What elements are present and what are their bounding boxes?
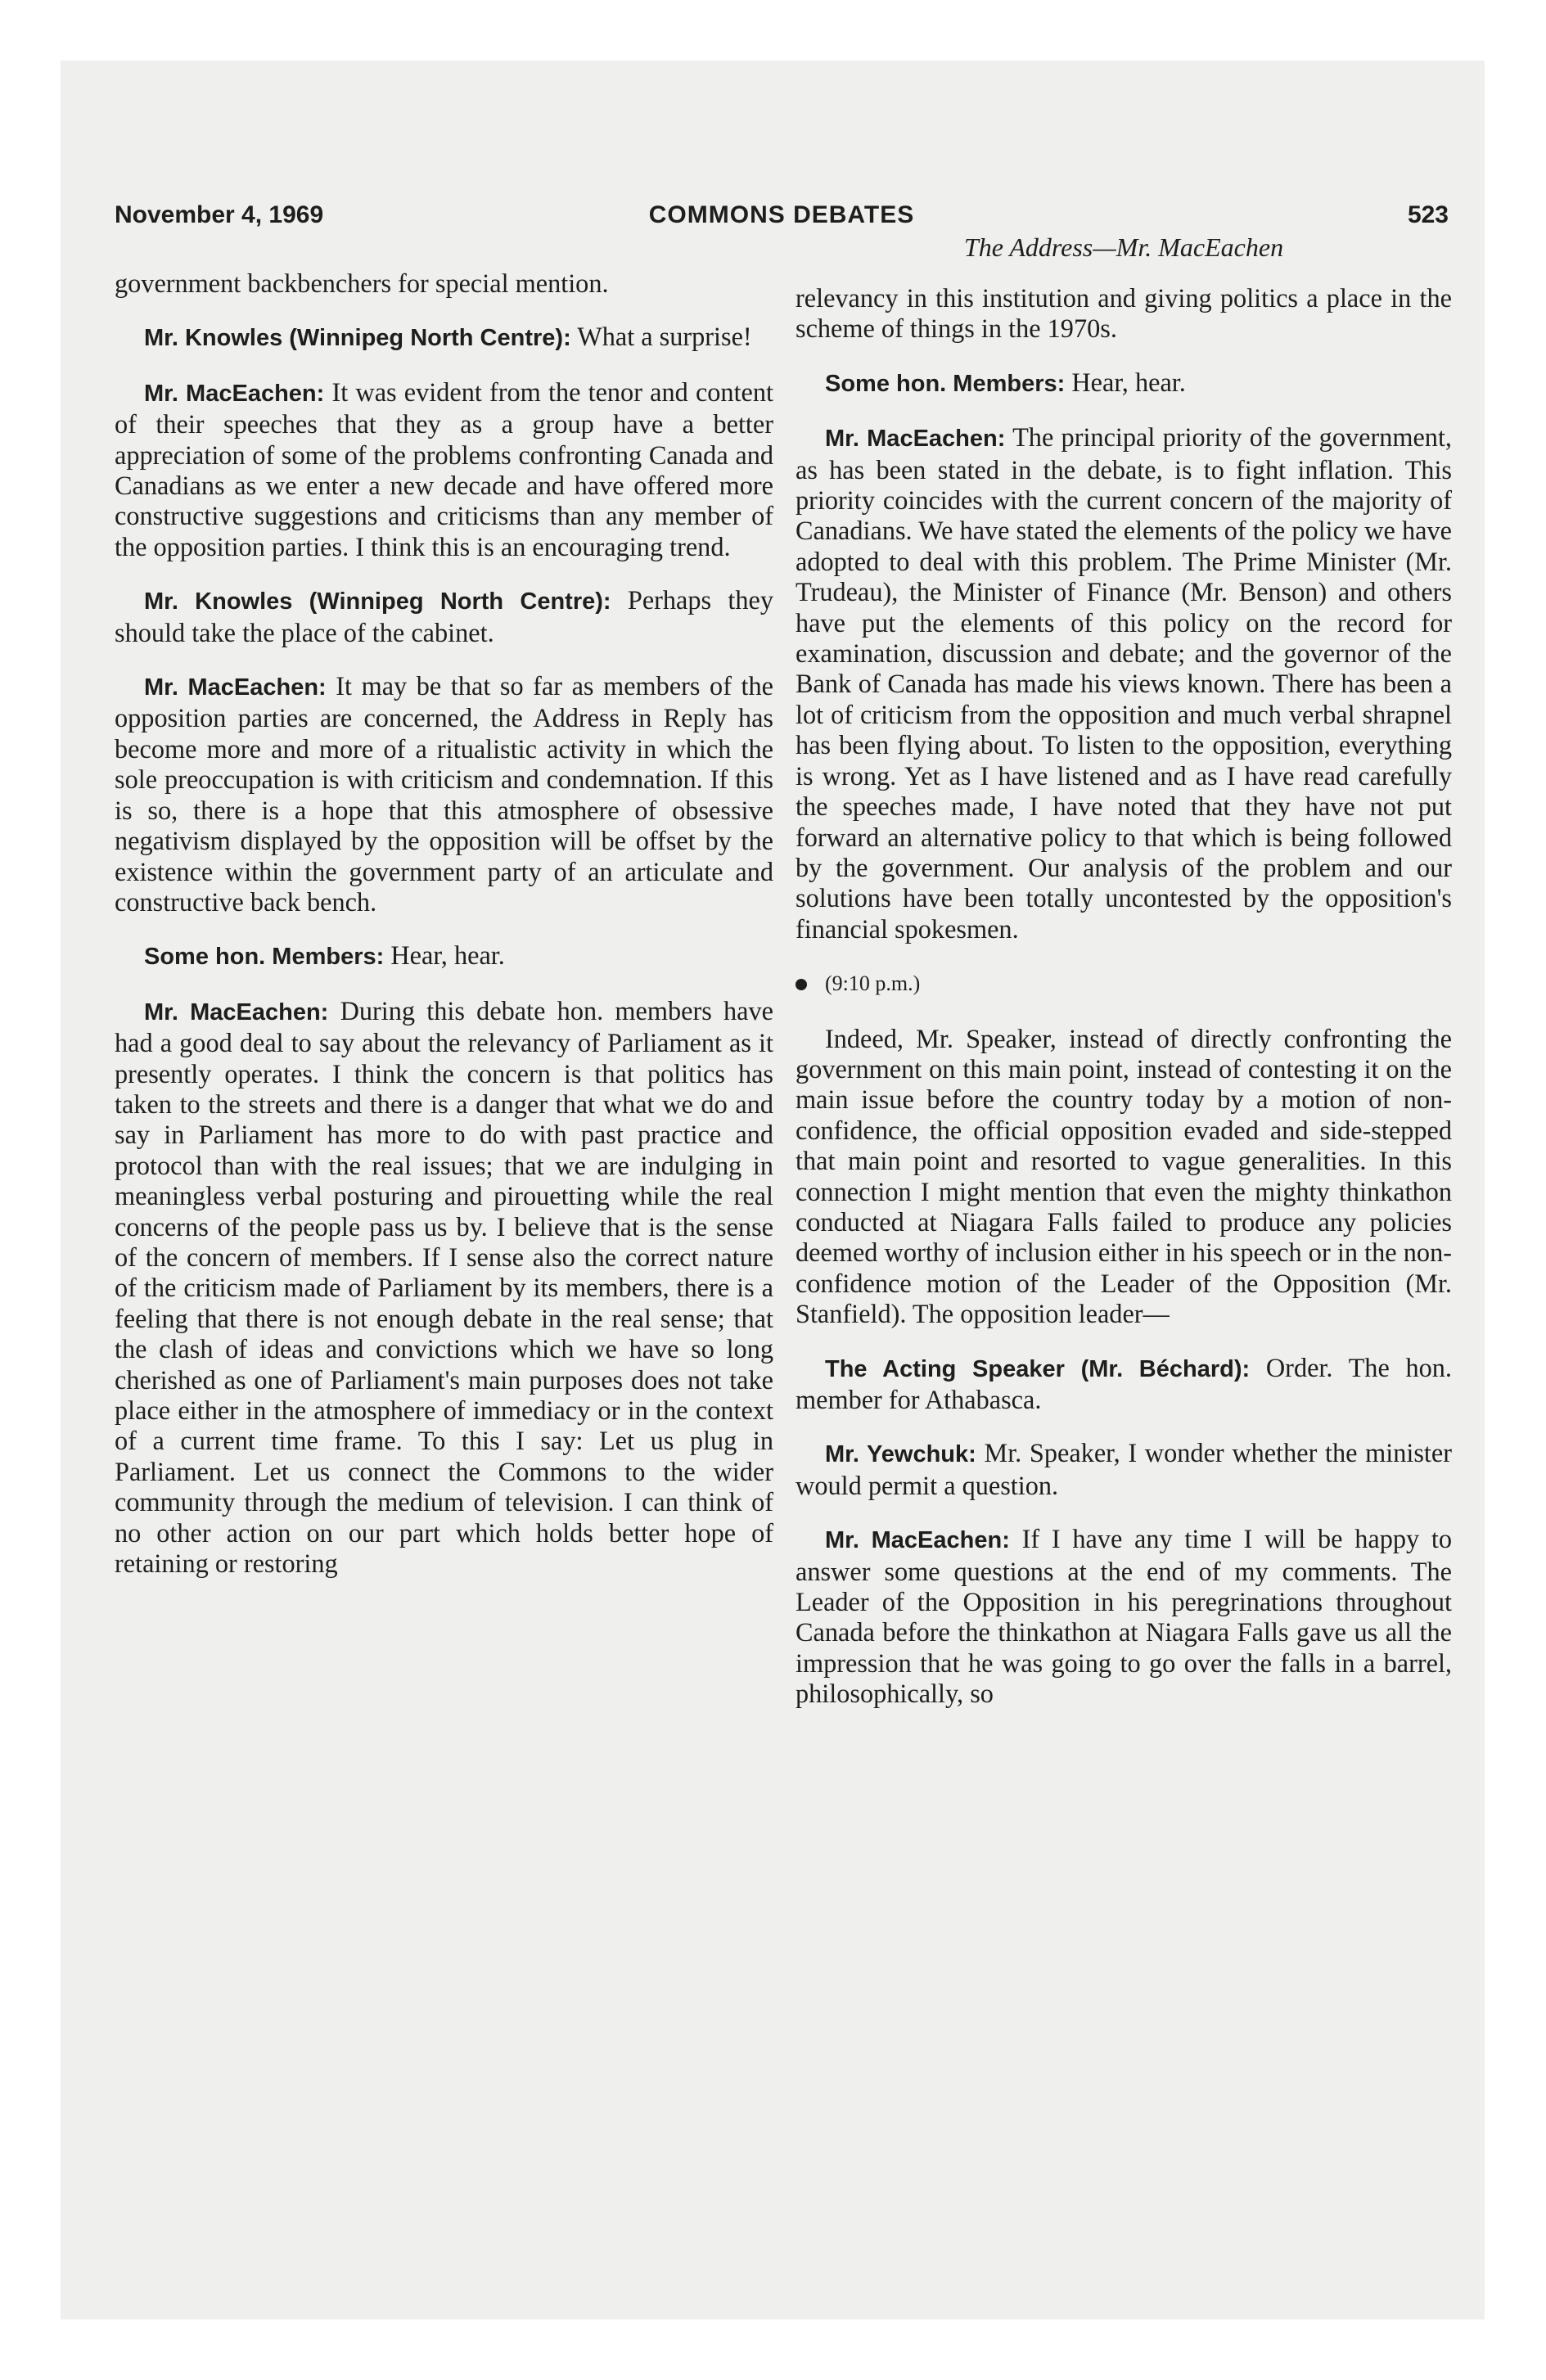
page-header: [115, 201, 1449, 234]
paragraph: Mr. MacEachen: If I have any time I will be happy to answer some questions at the end of my comments. The Leader of the Opposition in his peregrinations throughout Canada before the thinkathon at Niagara Falls gave us all the impression that he was going to go over the falls in a barrel, philosophically, so: [796, 1524, 1453, 1709]
speaker-name: Mr. MacEachen:: [825, 1527, 1010, 1554]
speaker-name: Mr. MacEachen:: [825, 426, 1006, 453]
paragraph: relevancy in this institution and giving politics a place in the scheme of things in the 1970s.: [796, 283, 1452, 344]
speaker-name: The Acting Speaker (Mr. Béchard):: [825, 1355, 1251, 1382]
paragraph: Some hon. Members: Hear, hear.: [144, 940, 505, 971]
running-title: The Address—Mr. MacEachen: [963, 232, 1284, 262]
header-date: November 4, 1969: [115, 201, 324, 228]
speaker-name: Some hon. Members:: [144, 944, 385, 971]
paragraph: Mr. Knowles (Winnipeg North Centre): What a surprise!: [144, 322, 752, 352]
paragraph: Mr. Knowles (Winnipeg North Centre): Perhaps they should take the place of the cabinet.: [115, 585, 774, 647]
speaker-name: Mr. Knowles (Winnipeg North Centre):: [144, 588, 611, 615]
paragraph: government backbenchers for special mention.: [115, 268, 609, 298]
speaker-name: Some hon. Members:: [825, 370, 1066, 397]
paragraph: Indeed, Mr. Speaker, instead of directly confronting the government on this main point, instead of contesting it on the main issue before the country today by a motion of non-confidence, the official opposition evaded and side-stepped that main point and resorted to vague generalities. In this connection I might mention that even the mighty thinkathon conducted at Niagara Falls failed to produce any policies deemed worthy of inclusion either in his speech or in the non-confidence motion of the Leader of the Opposition (Mr. Stanfield). The opposition leader—: [796, 1023, 1452, 1329]
paragraph: Mr. Yewchuk: Mr. Speaker, I wonder whether the minister would permit a question.: [796, 1438, 1452, 1500]
time-marker: (9:10 p.m.): [796, 967, 1452, 998]
speaker-name: Mr. MacEachen:: [144, 380, 325, 407]
speaker-name: Mr. Knowles (Winnipeg North Centre):: [144, 325, 571, 352]
speaker-name: Mr. MacEachen:: [144, 998, 329, 1025]
paragraph: Some hon. Members: Hear, hear.: [825, 367, 1186, 397]
speaker-name: Mr. Yewchuk:: [825, 1441, 976, 1468]
paragraph: Mr. MacEachen: During this debate hon. members have had a good deal to say about the relevancy of Parliament as it presently operates. I think the concern is that politics has taken to the streets and there is a danger that what we do and say in Parliament has more to do with past practice and protocol than with the real issues; that we are indulging in meaningless verbal posturing and pirouetting while the real concerns of the people pass us by. I believe that is the sense of the concern of members. If I sense also the correct nature of the criticism made of Parliament by its members, there is a feeling that there is not enough debate in the real sense; that the clash of ideas and convictions which we have so long cherished as one of Parliament's main purposes does not take place either in the atmosphere of immediacy or in the context of a current time frame. To this I say: Let us plug in Parliament. Let us connect the Commons to the wider community through the medium of television. I can think of no other action on our part which holds better hope of retaining or restoring: [115, 995, 773, 1579]
left-column: [115, 268, 773, 1602]
right-column: [796, 283, 1452, 1733]
page-number: 523: [1407, 201, 1449, 228]
paragraph: The Acting Speaker (Mr. Béchard): Order. The hon. member for Athabasca.: [796, 1352, 1452, 1414]
paragraph: Mr. MacEachen: It may be that so far as members of the opposition parties are concerned, the Address in Reply has become more and more of a ritualistic activity in which the sole preoccupation is with criticism and condemnation. If this is so, there is a hope that this atmosphere of obsessive negativism displayed by the opposition will be offset by the existence within the government party of an articulate and constructive back bench.: [115, 671, 774, 917]
paragraph: Mr. MacEachen: The principal priority of the government, as has been stated in the debate, is to fight inflation. This priority coincides with the current concern of the majority of Canadians. We have stated the elements of the policy we have adopted to deal with this problem. The Prime Minister (Mr. Trudeau), the Minister of Finance (Mr. Benson) and others have put the elements of this policy on the record for examination, discussion and debate; and the governor of the Bank of Canada has made his views known. There has been a lot of criticism from the opposition and much verbal shrapnel has been flying about. To listen to the opposition, everything is wrong. Yet as I have listened and as I have read carefully the speeches made, I have noted that they have not put forward an alternative policy to that which is being followed by the government. Our analysis of the problem and our solutions have been totally uncontested by the opposition's financial spokesmen.: [796, 422, 1453, 944]
header-title: COMMONS DEBATES: [648, 201, 915, 228]
bullet-icon: [796, 979, 807, 990]
speaker-name: Mr. MacEachen:: [144, 674, 327, 701]
paragraph: Mr. MacEachen: It was evident from the tenor and content of their speeches that they as a group have a better appreciation of some of the problems confronting Canada and Canadians as we enter a new decade and have offered more constructive suggestions and criticisms than any member of the opposition parties. I think this is an encouraging trend.: [115, 376, 774, 561]
